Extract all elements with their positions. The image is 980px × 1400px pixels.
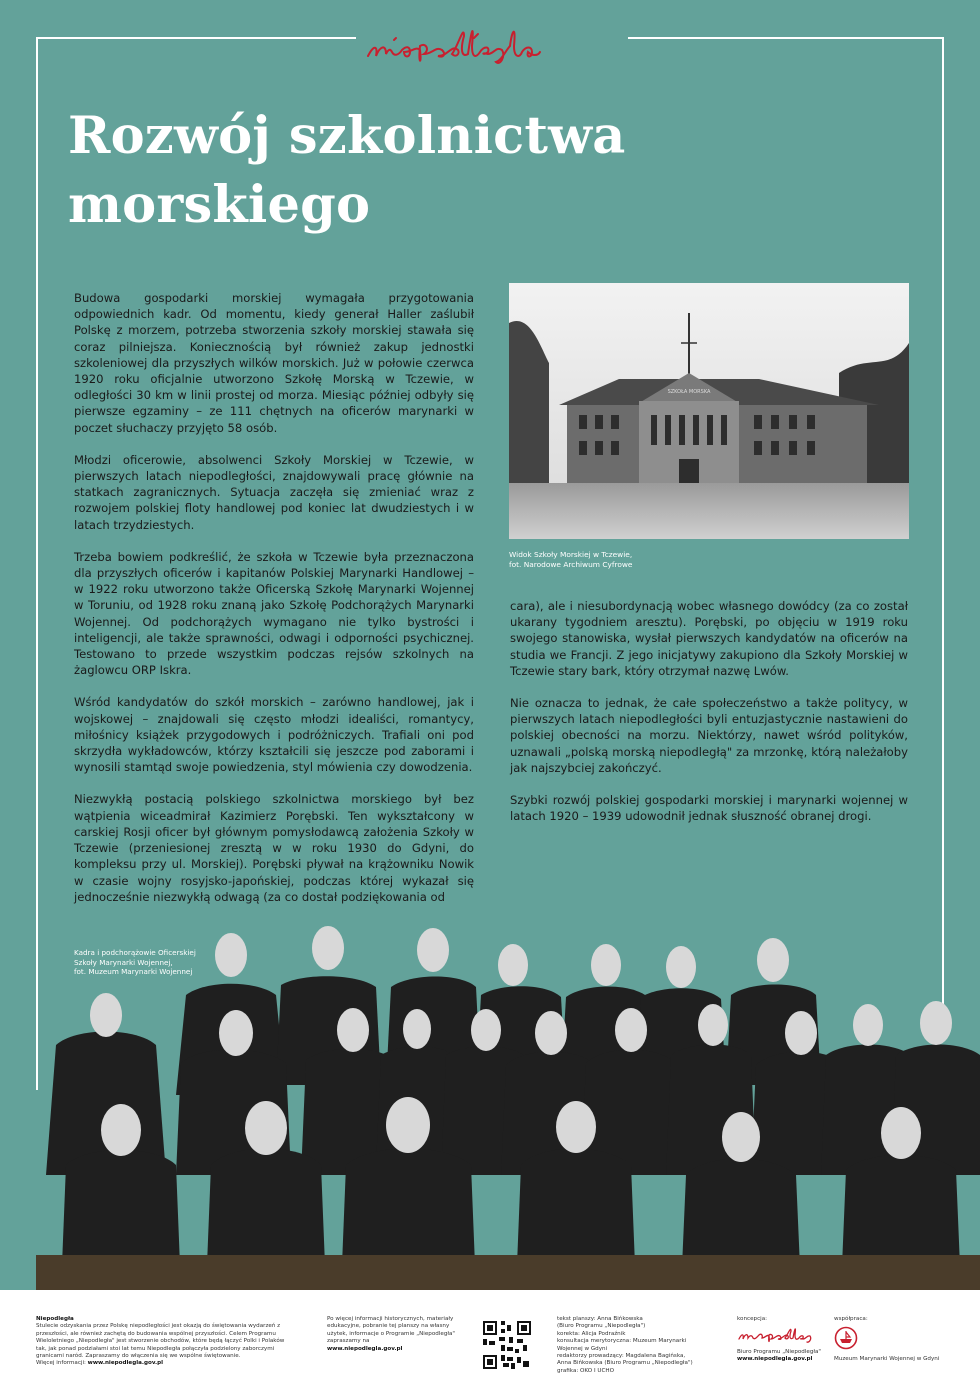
credit-line: korekta: Alicja Podraźnik — [557, 1330, 626, 1337]
paragraph: Nie oznacza to jednak, że całe społeczeństwo a także politycy, w pierwszych latach niepodległości byli entuzjastycznie nastawieni do polskiej obecności na morzu. Niektórzy, nawet wśród polityków, uznawali „polską morską niepodległą" za mrzonkę, którą należałoby jak najszybciej zakończyć. — [510, 696, 908, 775]
frame-line — [942, 37, 944, 1013]
qr-code-icon[interactable] — [483, 1321, 531, 1369]
footer-org: Biuro Programu „Niepodległa" — [737, 1348, 821, 1355]
credit-line: Wojennej w Gdyni — [557, 1345, 608, 1352]
paragraph: Młodzi oficerowie, absolwenci Szkoły Morskiej w Tczewie, w pierwszych latach niepodległości, znajdowywali pracę głównie na statkach zagranicznych. Sytuacja zaczęła się zmieniać wraz z rozwojem polskiej floty handlowej pod koniec lat dwudziestych i w latach trzydziestych. — [74, 452, 474, 532]
left-text-column — [74, 290, 474, 921]
caption-line: Szkoły Marynarki Wojennej, — [74, 957, 173, 967]
credit-line: Anna Bińkowska (Biuro Programu „Niepodległa") — [557, 1360, 693, 1367]
group-photo — [36, 915, 980, 1290]
footer-concept — [737, 1316, 827, 1364]
caption-line: fot. Narodowe Archiwum Cyfrowe — [509, 560, 633, 569]
footer-label: koncepcja: — [737, 1316, 768, 1322]
paragraph: Szybki rozwój polskiej gospodarki morskiej i marynarki wojennej w latach 1920 – 1939 udowodnił jednak słuszność obranej drogi. — [510, 793, 908, 824]
right-text-column — [510, 598, 908, 840]
footer-text: Stulecie odzyskania przez Polskę niepodległości jest okazją do świętowania wydarzeń z przeszłości, ale również zachętą do budowania wspólnej przyszłości. Celem Programu Wieloletniego „Niepodległa" jest stworzenie obchodów, które będą łączyć Polki i Polaków tak, jak ponad podziałami stoi lat temu Niepodległa połączyła podzielony zaborczymi granicami naród. Zapraszamy do włączenia się we wspólne świętowanie. — [36, 1323, 285, 1360]
footer-more — [36, 1360, 286, 1367]
paragraph: Trzeba bowiem podkreślić, że szkoła w Tczewie była przeznaczona dla przyszłych oficerów i kapitanów Polskiej Marynarki Handlowej – w 1922 roku utworzono także Oficerską Szkołę Marynarki Wojennej w Toruniu, od 1928 roku znaną jako Szkołę Podchorążych Marynarki Wojennej. Od podchorążych wymagano nie tylko bystrości i inteligencji, ale także sprawności, odwagi i odporności psychicznej. Testowano to przede wszystkim podczas rejsów szkolnych na żaglowcu ORP Iskra. — [74, 549, 474, 678]
credit-line: redaktorzy prowadzący: Magdalena Bagińska, — [557, 1353, 686, 1360]
footer-text: Po więcej informacji historycznych, materiały edukacyjne, pobranie tej planszy na własny użytek, informacje o Programie „Niepodległa" zapraszamy na — [327, 1316, 455, 1345]
museum-logo-icon — [834, 1326, 858, 1350]
credit-line: konsultacja merytoryczna: Muzeum Marynarki — [557, 1338, 687, 1345]
niepodlegla-logo — [360, 16, 624, 68]
building-sign: SZKOŁA MORSKA — [667, 389, 711, 395]
footer-org: Muzeum Marynarki Wojennej w Gdyni — [834, 1355, 940, 1362]
page-title — [68, 102, 768, 240]
footer-more-info — [327, 1316, 457, 1353]
niepodlegla-small-logo — [737, 1323, 817, 1345]
title-line: morskiego — [68, 175, 371, 235]
caption-line: fot. Muzeum Marynarki Wojennej — [74, 967, 193, 977]
frame-line — [628, 37, 944, 39]
footer-label: współpraca: — [834, 1316, 868, 1322]
school-building-photo — [509, 283, 909, 539]
footer-about — [36, 1316, 286, 1368]
paragraph: Wśród kandydatów do szkół morskich – zarówno handlowej, jak i wojskowej – znajdowali się często młodzi idealiści, romantycy, miłośnicy książek przygodowych i podróżniczych. Trafiali oni pod skrzydła wykładowców, którzy kształcili się jeszcze pod zaborami i wynosili stamtąd swoje powiedzenia, styl mówienia czy dowodzenia. — [74, 695, 474, 775]
footer-credits — [557, 1316, 707, 1375]
footer-link[interactable]: www.niepodlegla.gov.pl — [327, 1345, 403, 1352]
credit-line: tekst planszy: Anna Bińkowska — [557, 1316, 643, 1322]
building-photo-caption — [509, 550, 809, 570]
footer-link[interactable]: www.niepodlegla.gov.pl — [737, 1356, 813, 1363]
caption-line: Widok Szkoły Morskiej w Tczewie, — [509, 550, 633, 559]
paragraph: Budowa gospodarki morskiej wymagała przygotowania odpowiednich kadr. Od momentu, kiedy generał Haller zaślubił Polskę z morzem, potrzeba stworzenia szkoły morskiej stawała się coraz pilniejsza. Koniecznością był również zakup jednostki szkoleniowej dla przyszłych wilków morskich. Już w połowie czerwca 1920 roku oficjalnie utworzono Szkołę Morską w Tczewie, w odległości 30 km w linii prostej od morza. Miesiąc później odbyły się pierwsze egzaminy – ze 111 chętnych na oficerów marynarki w poczet słuchaczy przyjęto 58 osób. — [74, 291, 474, 435]
footer-cooperation — [834, 1316, 954, 1363]
footer-link[interactable]: www.niepodlegla.gov.pl — [87, 1360, 164, 1367]
footer-label: Więcej informacji: — [36, 1360, 86, 1367]
footer-heading: Niepodległa — [36, 1316, 74, 1322]
credit-line: grafika: OKO I UCHO — [557, 1367, 615, 1374]
credit-line: (Biuro Programu „Niepodległa") — [557, 1323, 646, 1330]
paragraph: cara), ale i niesubordynacją wobec własnego dowódcy (za co został ukarany tygodniem aresztu). Porębski, po objęciu w 1919 roku swojego stanowiska, wysłał pierwszych kandydatów na oficerów na studia we Francji. Z jego inicjatywy zakupiono dla Szkoły Morskiej w Tczewie stary bark, który otrzymał nazwę Lwów. — [510, 599, 908, 678]
caption-line: Kadra i podchorążowie Oficerskiej — [74, 948, 196, 957]
title-line: Rozwój szkolnictwa — [68, 106, 626, 166]
frame-line — [36, 37, 356, 39]
paragraph: Niezwykłą postacią polskiego szkolnictwa morskiego był bez wątpienia wiceadmirał Kazimierz Porębski. Ten wykształcony w carskiej Rosji oficer był głównym pomysłodawcą założenia Szkoły w Tczewie (przeniesionej zresztą w w roku 1930 do Gdyni, do kompleksu przy ul. Morskiej). Porębski pływał na krążowniku Nowik w czasie wojny rosyjsko-japońskiej, podczas której wykazał się jednocześnie niezwykłą odwagą (za co dostał podziękowania od — [74, 792, 474, 904]
